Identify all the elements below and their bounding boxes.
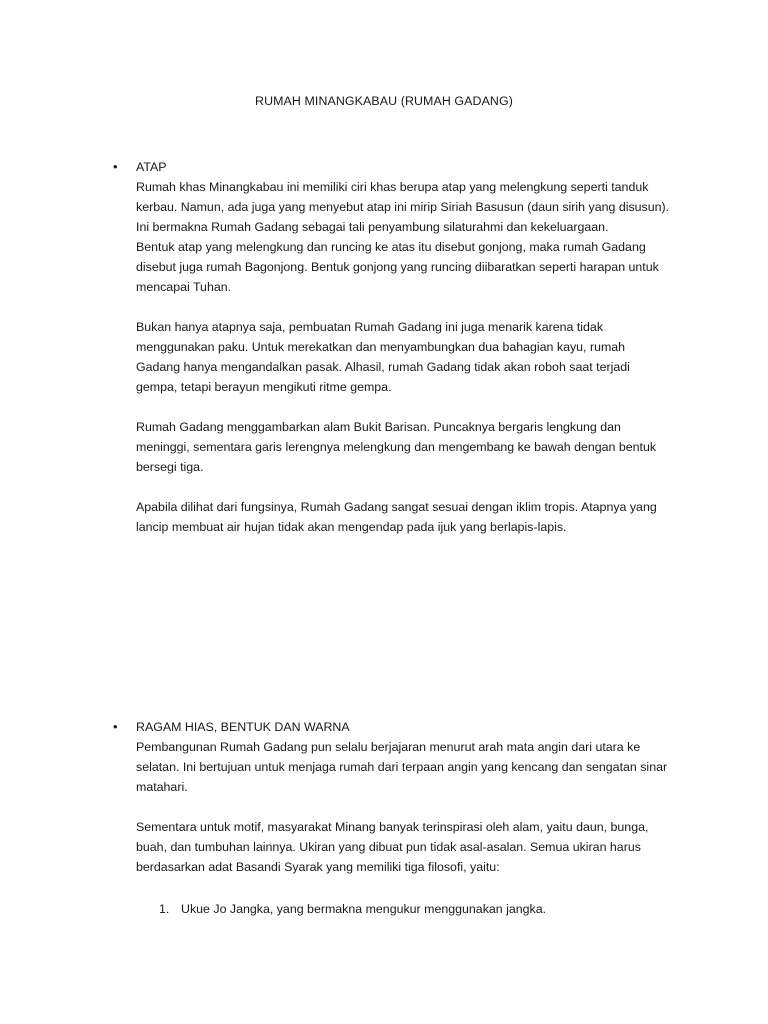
paragraph: Sementara untuk motif, masyarakat Minang banyak terinspirasi oleh alam, yaitu daun, bunga, buah, dan tumbuhan lainnya. Ukiran yang dibuat pun tidak asal-asalan. Semua ukiran harus berdasarkan adat Basandi Syarak yang memiliki tiga filosofi, yaitu:: [136, 820, 649, 874]
paragraph-gap: [136, 477, 713, 497]
paragraph-gap: [136, 397, 713, 417]
bullet-icon: •: [113, 719, 118, 734]
section-heading: RAGAM HIAS, BENTUK DAN WARNA: [136, 720, 350, 734]
section-body: [136, 157, 713, 537]
section-heading: ATAP: [136, 160, 167, 174]
paragraph: Rumah Gadang menggambarkan alam Bukit Barisan. Puncaknya bergaris lengkung dan meninggi, sementara garis lerengnya melengkung dan mengembang ke bawah dengan bentuk bersegi tiga.: [136, 420, 657, 474]
paragraph: Pembangunan Rumah Gadang pun selalu berjajaran menurut arah mata angin dari utara ke selatan. Ini bertujuan untuk menjaga rumah dari terpaan angin yang kencang dan sengatan sinar matahari.: [136, 740, 668, 794]
section-ragam-hias: [113, 717, 713, 877]
list-number: 1.: [159, 902, 170, 916]
section-atap: [113, 157, 713, 537]
list-text: Ukue Jo Jangka, yang bermakna mengukur menggunakan jangka.: [181, 902, 547, 916]
paragraph: Rumah khas Minangkabau ini memiliki ciri khas berupa atap yang melengkung seperti tanduk kerbau. Namun, ada juga yang menyebut atap ini mirip Siriah Basusun (daun sirih yang disusun). Ini bermakna Rumah Gadang sebagai tali penyambung silaturahmi dan kekeluargaan. Bentuk atap yang melengkung dan runcing ke atas itu disebut gonjong, maka rumah Gadang disebut juga rumah Bagonjong. Bentuk gonjong yang runcing diibaratkan seperti harapan untuk mencapai Tuhan.: [136, 180, 670, 294]
paragraph-gap: [136, 297, 713, 317]
list-item: [159, 899, 699, 919]
paragraph: Bukan hanya atapnya saja, pembuatan Rumah Gadang ini juga menarik karena tidak menggunakan paku. Untuk merekatkan dan menyambungkan dua bahagian kayu, rumah Gadang hanya mengandalkan pasak. Alhasil, rumah Gadang tidak akan roboh saat terjadi gempa, tetapi berayun mengikuti ritme gempa.: [136, 320, 630, 394]
document-title: RUMAH MINANGKABAU (RUMAH GADANG): [255, 94, 513, 108]
paragraph: Apabila dilihat dari fungsinya, Rumah Gadang sangat sesuai dengan iklim tropis. Atapnya yang lancip membuat air hujan tidak akan mengendap pada ijuk yang berlapis-lapis.: [136, 500, 657, 534]
bullet-icon: •: [113, 159, 118, 174]
paragraph-gap: [136, 797, 713, 817]
section-body: [136, 717, 713, 877]
